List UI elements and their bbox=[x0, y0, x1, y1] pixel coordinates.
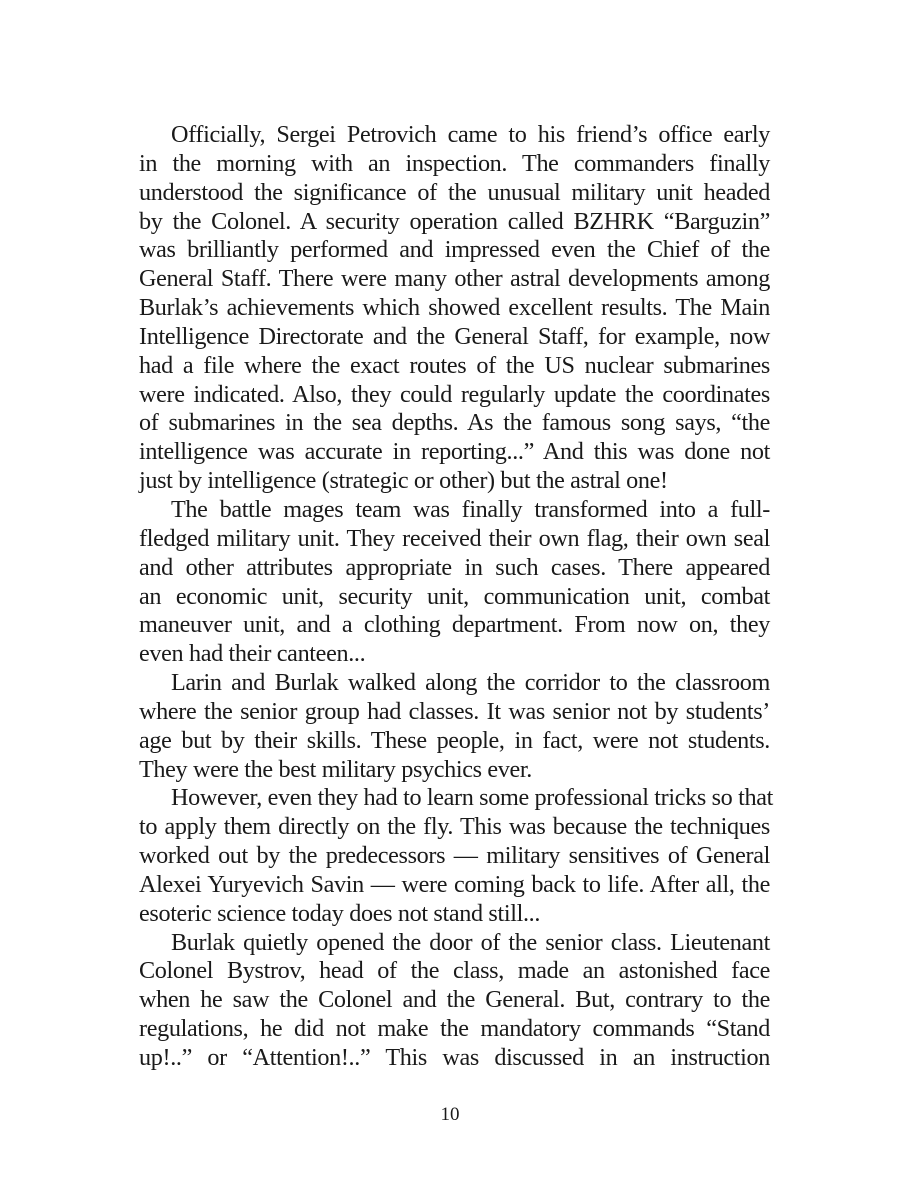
text-line: They were the best military psychics ever. bbox=[139, 755, 532, 783]
text-line: Colonel Bystrov, head of the class, made an astonished face bbox=[139, 957, 770, 985]
text-line: General Staff. There were many other astral developments among bbox=[139, 265, 770, 293]
text-line: Larin and Burlak walked along the corridor to the classroom bbox=[171, 669, 770, 697]
text-line: maneuver unit, and a clothing department. From now on, they bbox=[139, 611, 770, 639]
paragraph bbox=[139, 669, 770, 784]
text-line: an economic unit, security unit, communication unit, combat bbox=[139, 582, 770, 610]
text-line: Intelligence Directorate and the General Staff, for example, now bbox=[139, 322, 770, 350]
text-line: The battle mages team was finally transformed into a full- bbox=[171, 495, 770, 523]
text-line: regulations, he did not make the mandatory commands “Stand bbox=[139, 1015, 770, 1043]
text-line: Alexei Yuryevich Savin — were coming back to life. After all, the bbox=[139, 870, 770, 898]
text-line: worked out by the predecessors — military sensitives of General bbox=[139, 842, 770, 870]
text-line: Officially, Sergei Petrovich came to his friend’s office early bbox=[171, 121, 770, 148]
page-number: 10 bbox=[440, 1104, 460, 1125]
text-line: intelligence was accurate in reporting...” And this was done not bbox=[139, 438, 770, 466]
paragraph bbox=[139, 496, 770, 669]
text-line: understood the significance of the unusual military unit headed bbox=[139, 178, 770, 206]
text-line: of submarines in the sea depths. As the famous song says, “the bbox=[139, 409, 770, 437]
paragraph bbox=[139, 784, 773, 928]
text-line: age but by their skills. These people, in fact, were not students. bbox=[139, 726, 770, 754]
text-line: and other attributes appropriate in such cases. There appeared bbox=[139, 553, 770, 581]
text-line: even had their canteen... bbox=[139, 640, 366, 668]
text-line: up!..” or “Attention!..” This was discussed in an instruction bbox=[139, 1044, 770, 1071]
text-line: when he saw the Colonel and the General. But, contrary to the bbox=[139, 986, 770, 1014]
text-line: had a file where the exact routes of the US nuclear submarines bbox=[139, 351, 770, 379]
body-text bbox=[139, 121, 773, 1073]
text-line: Burlak quietly opened the door of the senior class. Lieutenant bbox=[171, 928, 770, 956]
text-line: where the senior group had classes. It was senior not by students’ bbox=[139, 697, 770, 725]
text-line: Burlak’s achievements which showed excellent results. The Main bbox=[139, 294, 770, 322]
text-line: However, even they had to learn some professional tricks so that bbox=[171, 784, 773, 812]
paragraph bbox=[139, 929, 770, 1073]
text-line: to apply them directly on the fly. This was because the techniques bbox=[139, 813, 770, 841]
text-line: was brilliantly performed and impressed even the Chief of the bbox=[139, 236, 770, 264]
text-line: just by intelligence (strategic or other) but the astral one! bbox=[139, 467, 668, 495]
text-line: fledged military unit. They received their own flag, their own seal bbox=[139, 524, 770, 552]
text-line: by the Colonel. A security operation called BZHRK “Barguzin” bbox=[139, 207, 770, 235]
text-line: esoteric science today does not stand still... bbox=[139, 899, 541, 927]
paragraph bbox=[139, 121, 770, 496]
text-line: were indicated. Also, they could regularly update the coordinates bbox=[139, 380, 770, 408]
text-line: in the morning with an inspection. The commanders finally bbox=[139, 149, 770, 177]
